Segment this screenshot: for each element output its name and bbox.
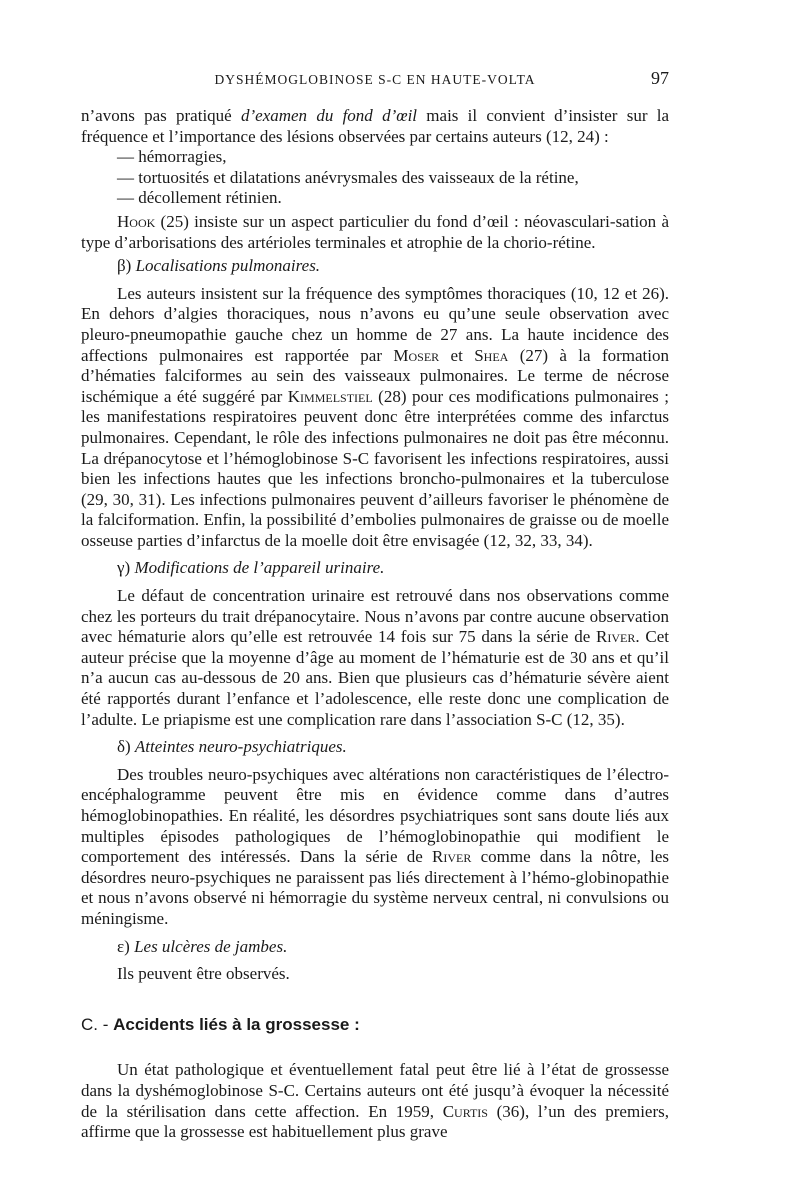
author-name: River [596, 627, 636, 647]
author-name: Hook [117, 211, 156, 231]
page [81, 68, 669, 1143]
running-title: DYSHÉMOGLOBINOSE S-C EN HAUTE-VOLTA [214, 72, 536, 87]
text-span: . Cet auteur précise que la moyenne d’âge au moment de l’hématurie est de 30 ans et qu’il n’a aucun cas au-dessous de 20 ans. Bien que plusieurs cas d’hématurie sévère aient été rapportés durant l’enfance et l’adolescence, elle reste donc une complication de l’adulte. Le priapisme est une complication rare dans l’association S-C (12, 35). [81, 627, 670, 729]
subheading-gamma [81, 558, 669, 579]
paragraph-pregnancy [81, 1060, 669, 1142]
paragraph-hook [81, 212, 669, 253]
subheading-marker: β) [117, 256, 132, 276]
subheading-epsilon [81, 937, 669, 958]
subheading-marker: δ) [117, 737, 131, 757]
list-item: — hémorragies, [117, 147, 227, 167]
paragraph-ulcers: Ils peuvent être observés. [117, 964, 290, 984]
paragraph-neuro [81, 765, 669, 930]
subheading-marker: ε) [117, 936, 130, 956]
subheading-marker: γ) [117, 558, 131, 578]
author-name: Moser [393, 345, 440, 365]
author-name: River [432, 847, 472, 867]
subheading-title: Les ulcères de jambes. [134, 936, 288, 956]
text-span: Des troubles neuro-psychiques avec altérations non caractéristiques de l’électro-encéphalogramme peuvent être mis en évidence comme dans d’autres hémoglobinopathies. En réalité, les désordres psychiatriques sont sans doute liés aux multiples épisodes pathologiques de l’hémoglobinopathie qui modifient le comportement des intéressés. Dans la série de [81, 764, 669, 867]
running-header [81, 68, 669, 92]
author-name: Curtis [442, 1101, 488, 1121]
list-item: — décollement rétinien. [117, 188, 282, 208]
subheading-delta [81, 737, 669, 758]
body-text [81, 106, 669, 1143]
list-item: — tortuosités et dilatations anévrysmales des vaisseaux de la rétine, [117, 167, 579, 187]
paragraph-fundus [81, 106, 669, 147]
page-number: 97 [651, 68, 669, 88]
paragraph-pulmonary [81, 284, 669, 552]
text-span: (27) à la formation d’hématies falciformes au sein des vaisseaux pulmonaires. Le terme de nécrose ischémique a été suggéré par [81, 345, 669, 406]
section-title: Accidents liés à la grossesse : [113, 1014, 360, 1034]
author-name: Kimmelstiel [287, 386, 373, 406]
text-span: Un état pathologique et éventuellement fatal peut être lié à l’état de grossesse dans la dyshémoglobinose S-C. Certains auteurs ont été jusqu’à évoquer la nécessité de la stérilisation dans cette affection. En 1959, [81, 1060, 669, 1121]
text-span: n’avons pas pratiqué [81, 106, 241, 125]
subheading-title: Modifications de l’appareil urinaire. [134, 558, 385, 578]
text-span: comme dans la nôtre, les désordres neuro-psychiques ne paraissent pas liés directement à l’hémo-globinopathie et nous n’avons observé ni hémorragie du système nerveux central, ni convulsions ou méningisme. [81, 847, 669, 928]
subheading-beta [81, 256, 669, 277]
section-letter: C. - [81, 1014, 114, 1034]
subheading-title: Localisations pulmonaires. [135, 256, 321, 276]
paragraph-urinary [81, 586, 669, 730]
text-span: (25) insiste sur un aspect particulier du fond d’œil : néovasculari-sation à type d’arborisations des artérioles terminales et atrophie de la chorio-rétine. [81, 211, 669, 252]
text-span: mais il convient d’insister sur la fréquence et l’importance des lésions observées par certains auteurs (12, 24) : [81, 106, 670, 146]
section-heading-c [81, 1015, 669, 1036]
author-name: Shea [474, 345, 509, 365]
text-span: Le défaut de concentration urinaire est retrouvé dans nos observations comme chez les porteurs du trait drépanocytaire. Nous n’avons par contre aucune observation avec hématurie alors qu’elle est retrouvée 14 fois sur 75 dans la série de [81, 586, 669, 647]
text-span: (28) pour ces modifications pulmonaires ; les manifestations respiratoires peuvent donc être interprétées comme des infarctus pulmonaires. Cependant, le rôle des infections pulmonaires ne doit pas être méconnu. La drépanocytose et l’hémoglobinose S-C favorisent les infections respiratoires, aussi bien les infections hautes que les infections broncho-pulmonaires et la tuberculose (29, 30, 31). Les infections pulmonaires peuvent d’ailleurs favoriser le phénomène de la falciformation. Enfin, la possibilité d’embolies pulmonaires de graisse ou de moelle osseuse parties d’infarctus de la moelle doit être envisagée (12, 32, 33, 34). [81, 386, 669, 550]
text-span: (36), l’un des premiers, affirme que la grossesse est habituellement plus grave [81, 1101, 669, 1142]
subheading-title: Atteintes neuro-psychiatriques. [134, 737, 347, 757]
text-span: et [439, 345, 475, 365]
italic-span: d’examen du fond d’œil [240, 106, 418, 125]
text-span: Les auteurs insistent sur la fréquence des symptômes thoraciques (10, 12 et 26). En dehors d’algies thoraciques, nous n’avons eu qu’une seule observation avec pleuro-pneumopathie gauche chez un homme de 27 ans. La haute incidence des affections pulmonaires est rapportée par [81, 283, 669, 365]
